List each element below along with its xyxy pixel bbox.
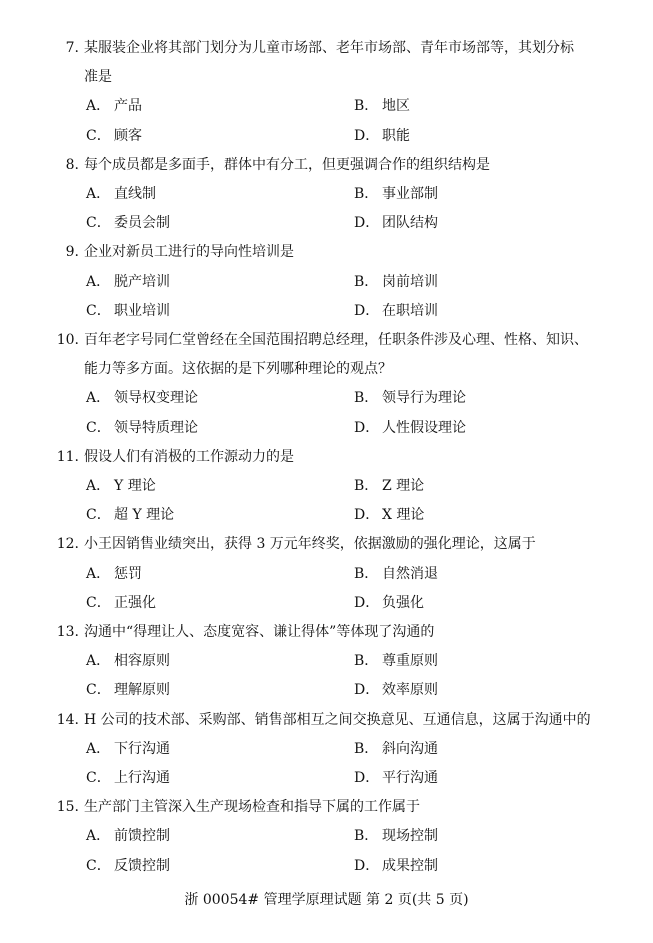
option-b (354, 564, 438, 584)
option-b (354, 476, 424, 496)
option-letter: B． (354, 186, 379, 202)
option-text: 职能 (382, 127, 410, 144)
question-stem-continued: 准是 (84, 69, 112, 86)
option-text: Z 理论 (382, 478, 425, 494)
option-letter: B． (354, 740, 379, 757)
option-letter: B． (354, 98, 379, 115)
option-letter: D． (354, 594, 380, 611)
option-d (354, 126, 410, 146)
option-letter: A． (86, 273, 111, 290)
option-letter: D． (354, 770, 380, 786)
option-d (354, 301, 438, 321)
option-b (354, 826, 438, 846)
option-text: 成果控制 (382, 857, 438, 874)
option-text: 团队结构 (382, 215, 438, 232)
option-d (354, 213, 438, 233)
option-text: 地区 (382, 98, 410, 115)
question-number: 10. (56, 332, 79, 348)
option-b (354, 739, 438, 759)
option-letter: B． (354, 828, 379, 845)
option-b (354, 184, 438, 204)
question-number: 13. (56, 624, 79, 640)
option-letter: C． (86, 302, 111, 319)
question-number: 7. (65, 40, 79, 56)
question-stem: H 公司的技术部、采购部、销售部相互之间交换意见、互通信息，这属于沟通中的 (84, 711, 591, 728)
option-text: 领导特质理论 (114, 419, 198, 436)
option-text: 人性假设理论 (382, 419, 466, 436)
option-text: 负强化 (382, 594, 424, 611)
option-text: 岗前培训 (382, 273, 438, 290)
question-stem: 生产部门主管深入生产现场检查和指导下属的工作属于 (84, 799, 420, 816)
question-number: 8. (65, 156, 79, 173)
question-number: 12. (56, 536, 79, 553)
option-b (354, 96, 410, 116)
option-text: 平行沟通 (382, 770, 438, 786)
option-text: 前馈控制 (114, 828, 170, 845)
option-letter: D． (354, 682, 380, 699)
option-letter: C． (86, 419, 111, 436)
option-text: 尊重原则 (382, 653, 438, 670)
option-c (86, 856, 170, 876)
option-text: 惩罚 (114, 565, 142, 582)
question-number: 14. (56, 711, 79, 728)
question-stem-continued: 能力等多方面。这依据的是下列哪种理论的观点？ (84, 361, 392, 378)
option-text: 领导权变理论 (114, 390, 198, 407)
question-stem: 某服装企业将其部门划分为儿童市场部、老年市场部、青年市场部等，其划分标 (84, 40, 574, 56)
page-footer: 浙 00054# 管理学原理试题 第 2 页(共 5 页) (184, 892, 469, 908)
option-letter: D． (354, 127, 380, 144)
option-letter: D． (354, 507, 380, 524)
option-a (86, 564, 142, 584)
option-text: 事业部制 (382, 186, 438, 202)
question-number: 9. (65, 244, 79, 261)
option-d (354, 593, 424, 613)
option-letter: B． (354, 390, 379, 407)
question-stem: 沟通中“得理让人、态度宽容、谦让得体”等体现了沟通的 (84, 624, 435, 640)
option-letter: C． (86, 594, 111, 611)
option-text: 产品 (114, 98, 142, 115)
option-letter: C． (86, 857, 111, 874)
option-d (354, 505, 424, 525)
option-letter: D． (354, 302, 380, 319)
option-a (86, 96, 142, 116)
option-a (86, 272, 170, 292)
option-letter: A． (86, 186, 111, 202)
option-letter: C． (86, 770, 111, 786)
option-a (86, 826, 170, 846)
option-d (354, 768, 438, 788)
option-text: 效率原则 (382, 682, 438, 699)
option-letter: B． (354, 653, 379, 670)
option-letter: C． (86, 682, 111, 699)
option-letter: D． (354, 857, 380, 874)
question-stem: 每个成员都是多面手，群体中有分工，但更强调合作的组织结构是 (84, 156, 490, 173)
option-letter: A． (86, 740, 111, 757)
option-d (354, 680, 438, 700)
option-text: 现场控制 (382, 828, 438, 845)
option-text: 理解原则 (114, 682, 170, 699)
option-letter: C． (86, 127, 111, 144)
option-text: 脱产培训 (114, 273, 170, 290)
option-text: 在职培训 (382, 302, 438, 319)
option-text: 相容原则 (114, 653, 170, 670)
option-text: 顾客 (114, 127, 142, 144)
option-text: 领导行为理论 (382, 390, 466, 407)
option-text: 反馈控制 (114, 857, 170, 874)
option-text: 下行沟通 (114, 740, 170, 757)
option-a (86, 651, 170, 671)
option-letter: C． (86, 215, 111, 232)
option-text: Y 理论 (114, 478, 156, 494)
question-number: 15. (56, 799, 79, 816)
option-letter: D． (354, 215, 380, 232)
option-text: X 理论 (382, 507, 425, 524)
question-number: 11. (56, 448, 79, 465)
option-text: 委员会制 (114, 215, 170, 232)
option-text: 上行沟通 (114, 770, 170, 786)
option-letter: D． (354, 419, 380, 436)
option-b (354, 388, 466, 408)
option-text: 超 Y 理论 (114, 507, 175, 524)
option-text: 正强化 (114, 594, 156, 611)
option-c (86, 126, 142, 146)
option-text: 自然消退 (382, 565, 438, 582)
option-letter: C． (86, 507, 111, 524)
option-b (354, 651, 438, 671)
question-stem: 企业对新员工进行的导向性培训是 (84, 244, 294, 261)
option-a (86, 476, 156, 496)
option-a (86, 739, 170, 759)
option-text: 斜向沟通 (382, 740, 438, 757)
option-letter: A． (86, 98, 111, 115)
option-c (86, 418, 198, 438)
option-letter: A． (86, 478, 111, 494)
option-text: 直线制 (114, 186, 156, 202)
option-letter: A． (86, 390, 111, 407)
option-letter: B． (354, 273, 379, 290)
option-d (354, 856, 438, 876)
option-letter: B． (354, 565, 379, 582)
option-c (86, 768, 170, 788)
option-c (86, 593, 156, 613)
option-c (86, 680, 170, 700)
option-a (86, 184, 156, 204)
option-c (86, 213, 170, 233)
option-b (354, 272, 438, 292)
option-letter: A． (86, 828, 111, 845)
option-c (86, 505, 174, 525)
option-a (86, 388, 198, 408)
question-stem: 百年老字号同仁堂曾经在全国范围招聘总经理，任职条件涉及心理、性格、知识、 (84, 332, 588, 348)
option-letter: A． (86, 565, 111, 582)
option-text: 职业培训 (114, 302, 170, 319)
question-stem: 假设人们有消极的工作源动力的是 (84, 448, 294, 465)
option-letter: B． (354, 478, 379, 494)
option-d (354, 418, 466, 438)
question-stem: 小王因销售业绩突出，获得 3 万元年终奖，依据激励的强化理论，这属于 (84, 536, 536, 553)
option-letter: A． (86, 653, 111, 670)
option-c (86, 301, 170, 321)
